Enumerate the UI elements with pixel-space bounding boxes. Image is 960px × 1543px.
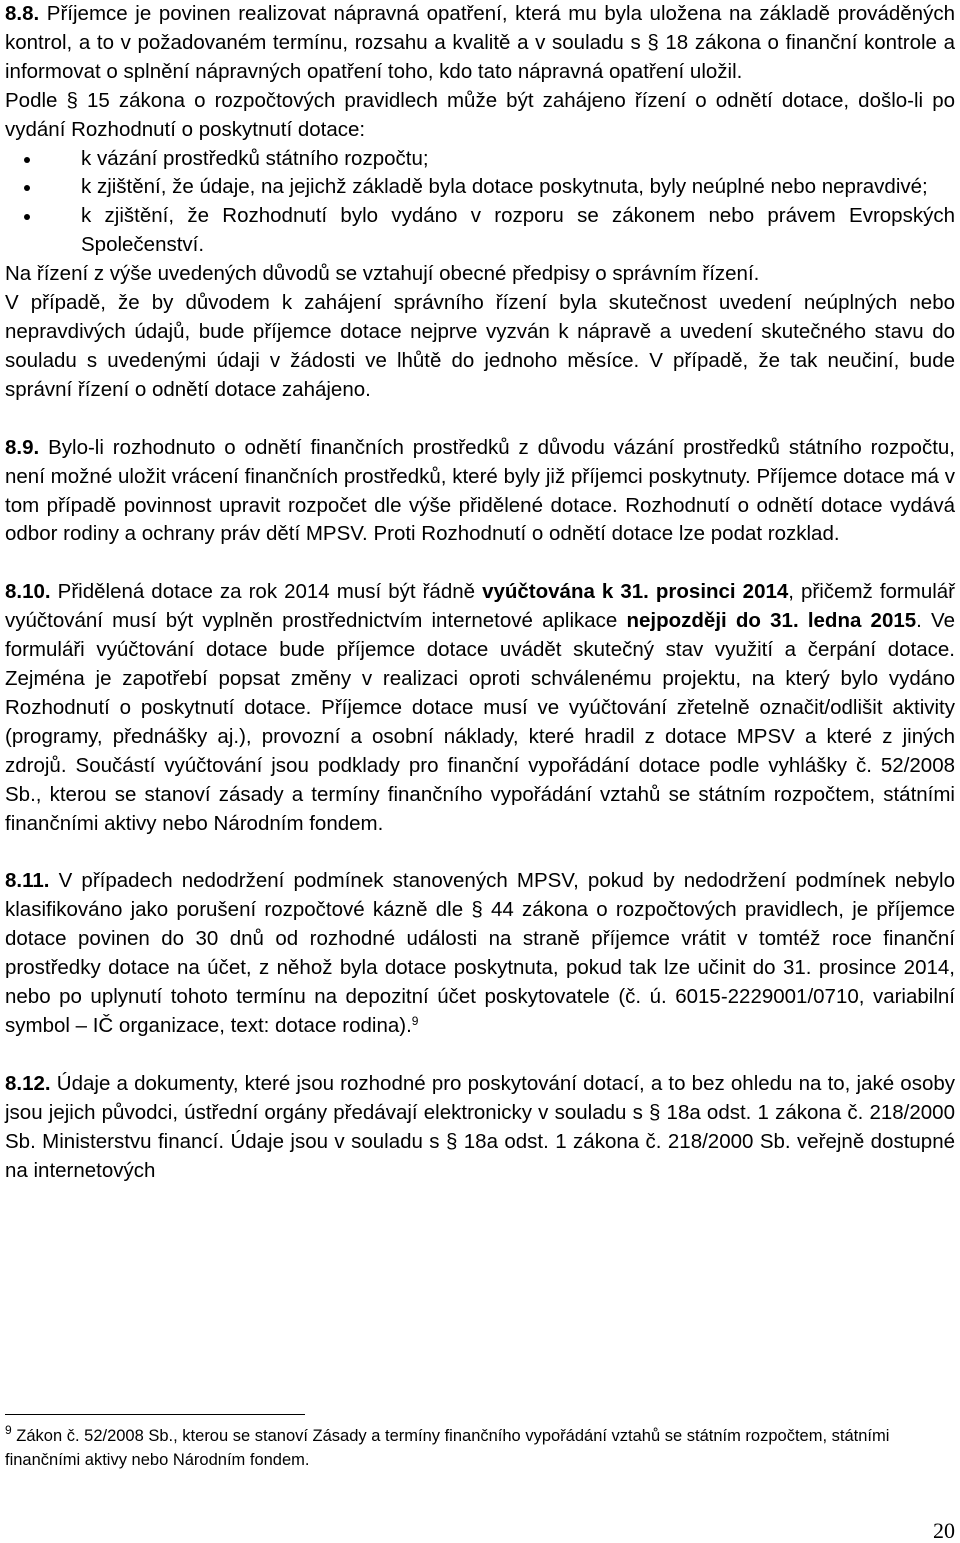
section-number: 8.11. xyxy=(5,869,50,893)
spacer xyxy=(5,549,955,578)
spacer xyxy=(5,1041,955,1070)
paragraph-text: V případech nedodržení podmínek stanovených MPSV, pokud by nedodržení podmínek nebylo klasifikováno jako porušení rozpočtové kázně dle § 44 zákona o rozpočtových pravidlech, je příjemce dotace povinen do 30 dnů od rozhodné události na straně příjemce vrátit v tomtéž roce finanční prostředky dotace na účet, z něhož byla dotace poskytnuta, pokud tak lze učinit do 31. prosince 2014, nebo po uplynutí tohoto termínu na depozitní účet poskytovatele (č. ú. 6015-2229001/0710, variabilní symbol – IČ organizace, text: dotace rodina). xyxy=(5,869,955,1037)
footnote-reference[interactable]: 9 xyxy=(411,1014,419,1028)
bold-deadline: nejpozději do 31. ledna 2015 xyxy=(626,609,917,633)
list-item: k vázání prostředků státního rozpočtu; xyxy=(5,145,955,174)
incomplete-data-paragraph: V případě, že by důvodem k zahájení správního řízení byla skutečnost uvedení neúplných nebo nepravdivých údajů, bude příjemce dotace nejprve vyzván k nápravě a uvedení skutečného stavu do souladu s uvedenými údaji v žádosti ve lhůtě do jednoho měsíce. V případě, že tak neučiní, bude správní řízení o odnětí dotace zahájeno. xyxy=(5,291,955,401)
spacer xyxy=(5,838,955,867)
list-item: k zjištění, že Rozhodnutí bylo vydáno v rozporu se zákonem nebo právem Evropských Společenství. xyxy=(5,202,955,260)
document-page xyxy=(5,0,955,1186)
section-8-12 xyxy=(5,1070,955,1186)
section-8-10: 8.10. Přidělená dotace za rok 2014 musí být řádně vyúčtována k 31. prosinci 2014, přičemž formulář vyúčtování musí být vyplněn prostřednictvím internetové aplikace nejpozději do 31. ledna 2015. Ve formuláři vyúčtování dotace bude příjemce dotace uvádět skutečný stav využití a čerpání dotace. Zejména je zapotřebí popsat změny v realizaci oproti schválenému projektu, na který bylo vydáno Rozhodnutí o poskytnutí dotace. Příjemce dotace musí ve vyúčtování zřetelně označit/odlišit aktivity (programy, přednášky aj.), provozní a osobní náklady, které hradil z dotace MPSV a které z jiných zdrojů. Součástí vyúčtování jsou podklady pro finanční vypořádání dotace podle vyhlášky č. 52/2008 Sb., kterou se stanoví zásady a termíny finančního vypořádání vztahů se státním rozpočtem, státními finančními aktivy nebo Národním fondem. xyxy=(5,580,955,835)
bullet-icon xyxy=(24,157,30,163)
paragraph-text: Bylo-li rozhodnuto o odnětí finančních prostředků z důvodu vázání prostředků státního rozpočtu, není možné uložit vrácení finančních prostředků, které byly již příjemci poskytnuty. Příjemce dotace má v tom případě povinnost upravit rozpočet dle výše přidělené dotace. Rozhodnutí o odnětí dotace vydává odbor rodiny a ochrany práv dětí MPSV. Proti Rozhodnutí o odnětí dotace lze podat rozklad. xyxy=(5,435,955,546)
bullet-icon xyxy=(24,185,30,191)
footnote-text: Zákon č. 52/2008 Sb., kterou se stanoví Zásady a termíny finančního vypořádání vztahů se státním rozpočtem, státními finančními aktivy nebo Národním fondem. xyxy=(5,1427,890,1469)
section-number: 8.12. xyxy=(5,1071,51,1095)
footnote-separator xyxy=(5,1414,305,1415)
section-8-9 xyxy=(5,434,955,550)
bullet-icon xyxy=(24,214,30,220)
footnote-mark: 9 xyxy=(5,1423,12,1437)
withdrawal-lead: Podle § 15 zákona o rozpočtových pravidlech může být zahájeno řízení o odnětí dotace, došlo-li po vydání Rozhodnutí o poskytnutí dotace: xyxy=(5,88,955,141)
paragraph-text: Příjemce je povinen realizovat nápravná opatření, která mu byla uložena na základě prováděných kontrol, a to v požadovaném termínu, rozsahu a kvalitě a v souladu s § 18 zákona o finanční kontrole a informovat o splnění nápravných opatření toho, kdo tato nápravná opatření uložil. xyxy=(5,2,955,83)
page-number: 20 xyxy=(933,1518,955,1543)
spacer xyxy=(5,405,955,434)
section-number: 8.10. xyxy=(5,580,51,604)
withdrawal-reasons-list xyxy=(5,145,955,261)
section-8-8 xyxy=(5,0,955,87)
paragraph-text: Údaje a dokumenty, které jsou rozhodné pro poskytování dotací, a to bez ohledu na to, jaké osoby jsou jejich původci, ústřední orgány předávají elektronicky v souladu s § 18a odst. 1 zákona č. 218/2000 Sb. Ministerstvu financí. Údaje jsou v souladu s § 18a odst. 1 zákona č. 218/2000 Sb. veřejně dostupné na internetových xyxy=(5,1071,955,1182)
section-number: 8.9. xyxy=(5,435,40,459)
footnote xyxy=(5,1424,955,1472)
section-number: 8.8. xyxy=(5,2,40,25)
section-8-11 xyxy=(5,867,955,1040)
bold-deadline: vyúčtována k 31. prosinci 2014 xyxy=(482,580,789,604)
list-item: k zjištění, že údaje, na jejichž základě byla dotace poskytnuta, byly neúplné nebo nepravdivé; xyxy=(5,173,955,202)
general-regulations-note: Na řízení z výše uvedených důvodů se vztahují obecné předpisy o správním řízení. xyxy=(5,262,760,286)
